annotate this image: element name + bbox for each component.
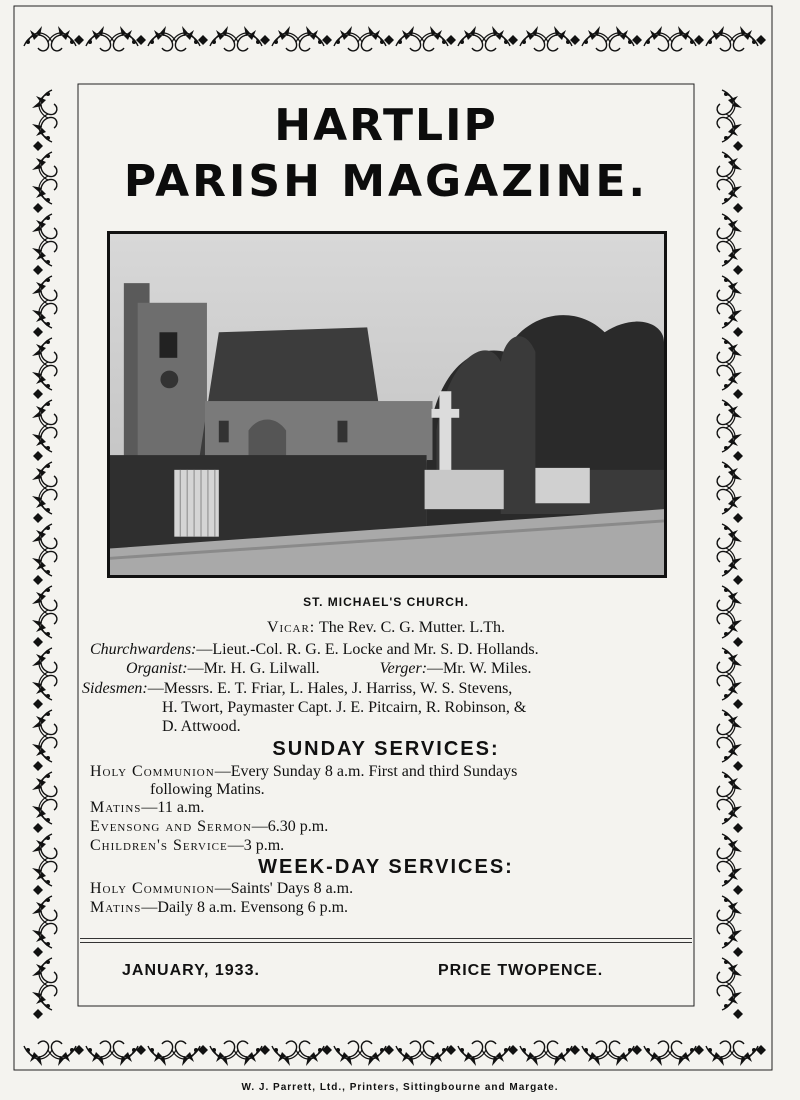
masthead-title-line1: HARTLIP xyxy=(274,100,498,151)
weekday-holy-communion-value: —Saints' Days 8 a.m. xyxy=(214,880,354,897)
sunday-children-value: —3 p.m. xyxy=(227,837,285,854)
sunday-children xyxy=(90,837,702,855)
church-photo xyxy=(107,231,667,578)
sunday-holy-communion-label: Holy Communion xyxy=(90,763,215,780)
organist-label: Organist: xyxy=(126,660,188,677)
footer-rule-bottom xyxy=(80,942,692,943)
sunday-matins-value: —11 a.m. xyxy=(141,799,205,816)
masthead-title-line2: PARISH MAGAZINE. xyxy=(123,156,649,207)
sunday-matins-label: Matins xyxy=(90,799,142,816)
weekday-matins xyxy=(90,899,702,917)
sidesmen-label: Sidesmen: xyxy=(82,680,148,697)
vicar-line xyxy=(80,619,692,637)
weekday-matins-value: —Daily 8 a.m. Evensong 6 p.m. xyxy=(141,899,349,916)
church-photo-image xyxy=(110,234,664,575)
sidesmen-line1 xyxy=(82,680,694,698)
sidesmen-value-1: —Messrs. E. T. Friar, L. Hales, J. Harriss, W. S. Stevens, xyxy=(147,680,513,697)
sunday-evensong-value: —6.30 p.m. xyxy=(251,818,329,835)
churchwardens-value: —Lieut.-Col. R. G. E. Locke and Mr. S. D. Hollands. xyxy=(196,641,539,658)
sunday-holy-communion-value: —Every Sunday 8 a.m. First and third Sundays xyxy=(214,763,518,780)
sidesmen-line2: H. Twort, Paymaster Capt. J. E. Pitcairn, R. Robinson, & xyxy=(162,699,527,716)
weekday-services-heading: WEEK-DAY SERVICES: xyxy=(258,856,514,878)
weekday-holy-communion-label: Holy Communion xyxy=(90,880,215,897)
sunday-holy-communion-cont: following Matins. xyxy=(150,781,265,798)
organist-verger-line xyxy=(126,660,738,678)
footer-rule-top xyxy=(80,938,692,939)
cover-content xyxy=(80,86,692,1004)
sunday-matins xyxy=(90,799,702,817)
sunday-evensong-label: Evensong and Sermon xyxy=(90,818,252,835)
vicar-label: Vicar: xyxy=(266,619,316,636)
issue-date: JANUARY, 1933. xyxy=(122,962,260,979)
sunday-services-heading: SUNDAY SERVICES: xyxy=(272,738,500,760)
sunday-holy-communion xyxy=(90,763,702,781)
weekday-holy-communion xyxy=(90,880,702,898)
vicar-value: The Rev. C. G. Mutter. L.Th. xyxy=(318,619,506,636)
verger-value: —Mr. W. Miles. xyxy=(427,660,532,677)
verger-label: Verger: xyxy=(379,660,428,677)
organist-value: —Mr. H. G. Lilwall. xyxy=(187,660,320,677)
sunday-evensong xyxy=(90,818,702,836)
photo-caption: ST. MICHAEL'S CHURCH. xyxy=(303,595,469,609)
churchwardens-line xyxy=(90,641,702,659)
issue-price: PRICE TWOPENCE. xyxy=(438,962,604,979)
printer-imprint: W. J. Parrett, Ltd., Printers, Sittingbourne and Margate. xyxy=(241,1082,559,1093)
sidesmen-line3: D. Attwood. xyxy=(162,718,241,735)
sunday-children-label: Children's Service xyxy=(90,837,228,854)
churchwardens-label: Churchwardens: xyxy=(90,641,197,658)
weekday-matins-label: Matins xyxy=(90,899,142,916)
